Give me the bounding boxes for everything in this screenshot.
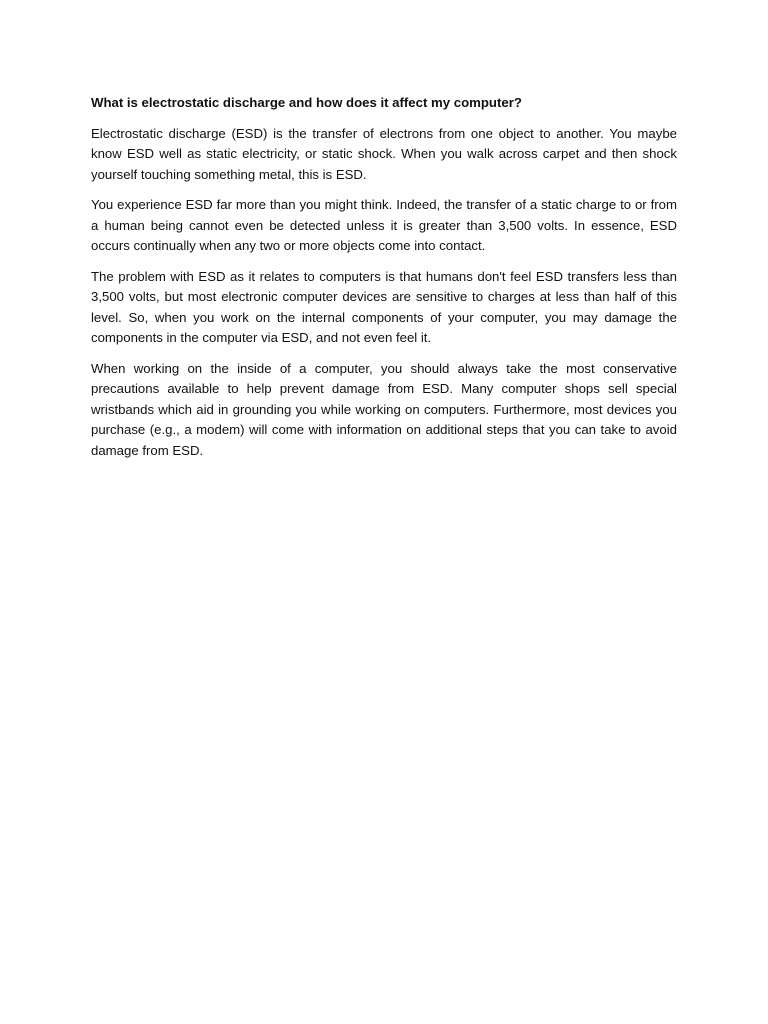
paragraph-esd-definition: Electrostatic discharge (ESD) is the transfer of electrons from one object to another. You maybe know ESD well as static electricity, or static shock. When you walk across carpet and then shock yourself touching something metal, this is ESD. xyxy=(91,125,677,182)
document-body xyxy=(91,93,677,461)
document-title: What is electrostatic discharge and how does it affect my computer? xyxy=(91,95,522,110)
paragraph-esd-precautions: When working on the inside of a computer, you should always take the most conservative precautions available to help prevent damage from ESD. Many computer shops sell special wristbands which aid in grounding you while working on computers. Furthermore, most devices you purchase (e.g., a modem) will come with information on additional steps that you can take to avoid damage from ESD. xyxy=(91,360,677,458)
paragraph-esd-frequency: You experience ESD far more than you might think. Indeed, the transfer of a static charge to or from a human being cannot even be detected unless it is greater than 3,500 volts. In essence, ESD occurs continually when any two or more objects come into contact. xyxy=(91,197,677,253)
paragraph-esd-computers: The problem with ESD as it relates to computers is that humans don't feel ESD transfers less than 3,500 volts, but most electronic computer devices are sensitive to charges at less than half of this level. So, when you work on the internal components of your computer, you may damage the components in the computer via ESD, and not even feel it. xyxy=(91,268,677,345)
